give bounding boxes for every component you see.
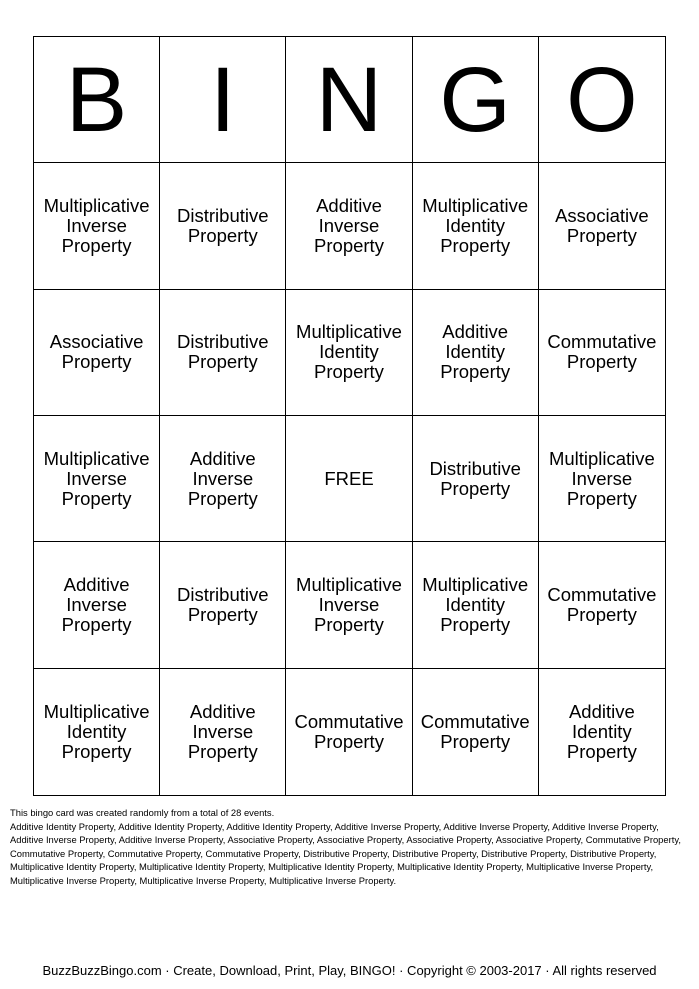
bingo-cell: Additive Identity Property: [413, 290, 539, 416]
bingo-cell: Distributive Property: [160, 542, 286, 668]
bingo-cell: Additive Inverse Property: [286, 163, 412, 289]
bingo-cell: Commutative Property: [539, 290, 665, 416]
bingo-cell: Distributive Property: [160, 290, 286, 416]
bingo-cell: Commutative Property: [413, 669, 539, 795]
bingo-cell: Multiplicative Inverse Property: [34, 163, 160, 289]
bingo-cell: Additive Inverse Property: [160, 669, 286, 795]
bingo-cell: Multiplicative Identity Property: [34, 669, 160, 795]
bingo-cell: Multiplicative Inverse Property: [539, 416, 665, 542]
header-letter-o: O: [539, 37, 665, 163]
free-space: FREE: [286, 416, 412, 542]
bingo-card: [33, 36, 666, 796]
header-letter-n: N: [286, 37, 412, 163]
bingo-cell: Multiplicative Identity Property: [286, 290, 412, 416]
event-list: Additive Identity Property, Additive Identity Property, Additive Identity Property, Additive Inverse Property, Additive Inverse Property, Additive Inverse Property, Additive Inverse Property, Additive Inverse Property, Associative Property, Associative Property, Associative Property, Associative Property, Commutative Property, Commutative Property, Commutative Property, Commutative Property, Distributive Property, Distributive Property, Distributive Property, Distributive Property, Multiplicative Identity Property, Multiplicative Identity Property, Multiplicative Identity Property, Multiplicative Identity Property, Multiplicative Inverse Property, Multiplicative Inverse Property, Multiplicative Inverse Property, Multiplicative Inverse Property.: [10, 820, 681, 886]
header-letter-i: I: [160, 37, 286, 163]
bingo-cell: Multiplicative Identity Property: [413, 542, 539, 668]
bingo-cell: Distributive Property: [160, 163, 286, 289]
bingo-cell: Commutative Property: [539, 542, 665, 668]
bingo-cell: Associative Property: [539, 163, 665, 289]
bingo-cell: Additive Identity Property: [566, 700, 637, 762]
site-credit: BuzzBuzzBingo.com · Create, Download, Print, Play, BINGO! · Copyright © 2003-2017 · All rights reserved: [42, 963, 657, 978]
bingo-cell: Multiplicative Inverse Property: [34, 416, 160, 542]
bingo-cell: Multiplicative Identity Property: [413, 163, 539, 289]
bingo-cell: Additive Inverse Property: [34, 542, 160, 668]
card-footer-note: [10, 806, 690, 887]
header-letter-b: B: [34, 37, 160, 163]
bingo-cell: Associative Property: [34, 290, 160, 416]
bingo-cell: Distributive Property: [413, 416, 539, 542]
bingo-cell: Additive Inverse Property: [160, 416, 286, 542]
card-generation-note: This bingo card was created randomly from a total of 28 events.: [10, 807, 275, 818]
bingo-cell: Commutative Property: [286, 669, 412, 795]
header-letter-g: G: [413, 37, 539, 163]
bingo-cell: Multiplicative Inverse Property: [286, 542, 412, 668]
